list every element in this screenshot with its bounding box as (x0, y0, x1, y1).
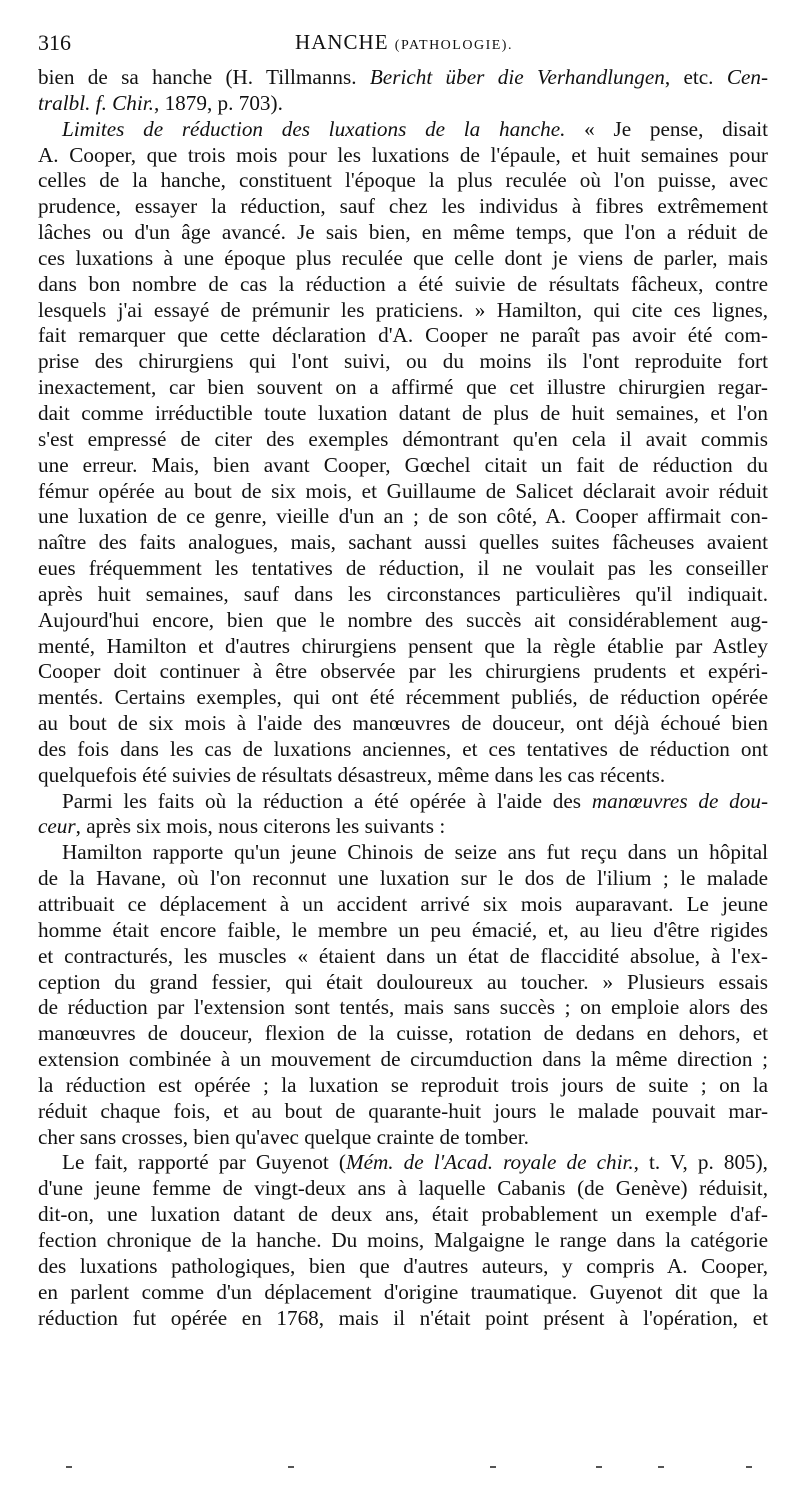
text-line: de la Havane, où l'on reconnut une luxation sur le dos de l'ilium ; le malade (38, 866, 768, 891)
text-line: eues fréquemment les tentatives de réduction, il ne voulait pas les conseiller (38, 556, 768, 581)
text-line: des fois dans les cas de luxations anciennes, et ces tentatives de réduction ont (38, 736, 768, 761)
text-line: Cooper doit continuer à être observée par les chirurgiens prudents et expéri- (38, 659, 768, 684)
text-line: d'une jeune femme de vingt-deux ans à laquelle Cabanis (de Genève) réduisit, (38, 1176, 768, 1201)
text-line: A. Cooper, que trois mois pour les luxations de l'épaule, et huit semaines pour (38, 142, 768, 167)
text-line: celles de la hanche, constituent l'époque la plus reculée où l'on puisse, avec (38, 168, 768, 193)
text-line: Parmi les faits où la réduction a été opérée à l'aide des manœuvres de dou- (62, 788, 768, 813)
text-line: des luxations pathologiques, bien que d'autres auteurs, y compris A. Cooper, (38, 1253, 768, 1278)
text-line: en parlent comme d'un déplacement d'origine traumatique. Guyenot dit que la (38, 1279, 768, 1304)
running-head-subtitle: (PATHOLOGIE). (394, 38, 513, 53)
text-line: naître des faits analogues, mais, sachant aussi quelles suites fâcheuses avaient (38, 530, 768, 555)
text-line: ces luxations à une époque plus reculée que celle dont je viens de parler, mais (38, 245, 768, 270)
text-line: quelquefois été suivies de résultats désastreux, même dans les cas récents. (38, 762, 666, 787)
text-line: Limites de réduction des luxations de la hanche. « Je pense, disait (62, 116, 768, 141)
text-line: cher sans crosses, bien qu'avec quelque crainte de tomber. (38, 1124, 529, 1149)
text-line: s'est empressé de citer des exemples démontrant qu'en cela il avait commis (38, 426, 768, 451)
text-line: lesquels j'ai essayé de prémunir les praticiens. » Hamilton, qui cite ces lignes, (38, 297, 768, 322)
footer-mark (490, 1466, 496, 1468)
text-line: au bout de six mois à l'aide des manœuvres de douceur, ont déjà échoué bien (38, 711, 768, 736)
page-number: 316 (38, 30, 71, 55)
text-line: Le fait, rapporté par Guyenot (Mém. de l'Acad. royale de chir., t. V, p. 805), (62, 1150, 768, 1175)
footer-mark (746, 1466, 752, 1468)
page-header (38, 30, 770, 60)
text-line: et contracturés, les muscles « étaient dans un état de flaccidité absolue, à l'ex- (38, 943, 768, 968)
text-line: réduction fut opérée en 1768, mais il n'était point présent à l'opération, et (38, 1305, 768, 1330)
text-line: une luxation de ce genre, vieille d'un an ; de son côté, A. Cooper affirmait con- (38, 504, 768, 529)
text-line: après huit semaines, sauf dans les circonstances particulières qu'il indiquait. (38, 581, 768, 606)
body-text (38, 65, 768, 1331)
text-line: homme était encore faible, le membre un peu émacié, et, au lieu d'être rigides (38, 917, 768, 942)
footer-mark (288, 1466, 294, 1468)
text-line: Aujourd'hui encore, bien que le nombre des succès ait considérablement aug- (38, 607, 768, 632)
text-line: Hamilton rapporte qu'un jeune Chinois de seize ans fut reçu dans un hôpital (62, 840, 768, 865)
text-line: prise des chirurgiens qui l'ont suivi, ou du moins ils l'ont reproduite fort (38, 349, 768, 374)
text-line: mentés. Certains exemples, qui ont été récemment publiés, de réduction opérée (38, 685, 768, 710)
running-head (38, 30, 770, 55)
text-line: dans bon nombre de cas la réduction a été suivie de résultats fâcheux, contre (38, 271, 768, 296)
text-line: ception du grand fessier, qui était douloureux au toucher. » Plusieurs essais (38, 969, 768, 994)
text-line: tralbl. f. Chir., 1879, p. 703). (38, 90, 283, 115)
text-line: réduit chaque fois, et au bout de quarante-huit jours le malade pouvait mar- (38, 1098, 768, 1123)
footer-mark (66, 1466, 72, 1468)
text-line: attribuait ce déplacement à un accident arrivé six mois auparavant. Le jeune (38, 892, 768, 916)
text-line: lâches ou d'un âge avancé. Je sais bien, en même temps, que l'on a réduit de (38, 220, 768, 245)
text-line: extension combinée à un mouvement de circumduction dans la même direction ; (38, 1047, 768, 1072)
text-line: inexactement, car bien souvent on a affirmé que cet illustre chirurgien regar- (38, 375, 768, 400)
text-line: bien de sa hanche (H. Tillmanns. Bericht über die Verhandlungen, etc. Cen- (38, 65, 768, 89)
text-line: fait remarquer que cette déclaration d'A. Cooper ne paraît pas avoir été com- (38, 323, 768, 348)
text-line: fection chronique de la hanche. Du moins, Malgaigne le range dans la catégorie (38, 1227, 768, 1252)
running-head-title: HANCHE (295, 30, 389, 54)
text-line: fémur opérée au bout de six mois, et Guillaume de Salicet déclarait avoir réduit (38, 478, 768, 503)
footer-mark (596, 1466, 602, 1468)
text-line: une erreur. Mais, bien avant Cooper, Gœchel citait un fait de réduction du (38, 452, 768, 477)
text-line: de réduction par l'extension sont tentés, mais sans succès ; on emploie alors des (38, 995, 768, 1020)
text-line: menté, Hamilton et d'autres chirurgiens pensent que la règle établie par Astley (38, 633, 768, 658)
text-line: dit-on, une luxation datant de deux ans, était probablement un exemple d'af- (38, 1202, 768, 1227)
footer-mark (658, 1466, 664, 1468)
footer-marks (38, 1466, 768, 1478)
text-line: dait comme irréductible toute luxation datant de plus de huit semaines, et l'on (38, 400, 768, 425)
text-line: prudence, essayer la réduction, sauf chez les individus à fibres extrêmement (38, 194, 768, 219)
text-line: ceur, après six mois, nous citerons les suivants : (38, 814, 446, 839)
text-line: manœuvres de douceur, flexion de la cuisse, rotation de dedans en dehors, et (38, 1021, 768, 1046)
text-line: la réduction est opérée ; la luxation se reproduit trois jours de suite ; on la (38, 1072, 768, 1097)
